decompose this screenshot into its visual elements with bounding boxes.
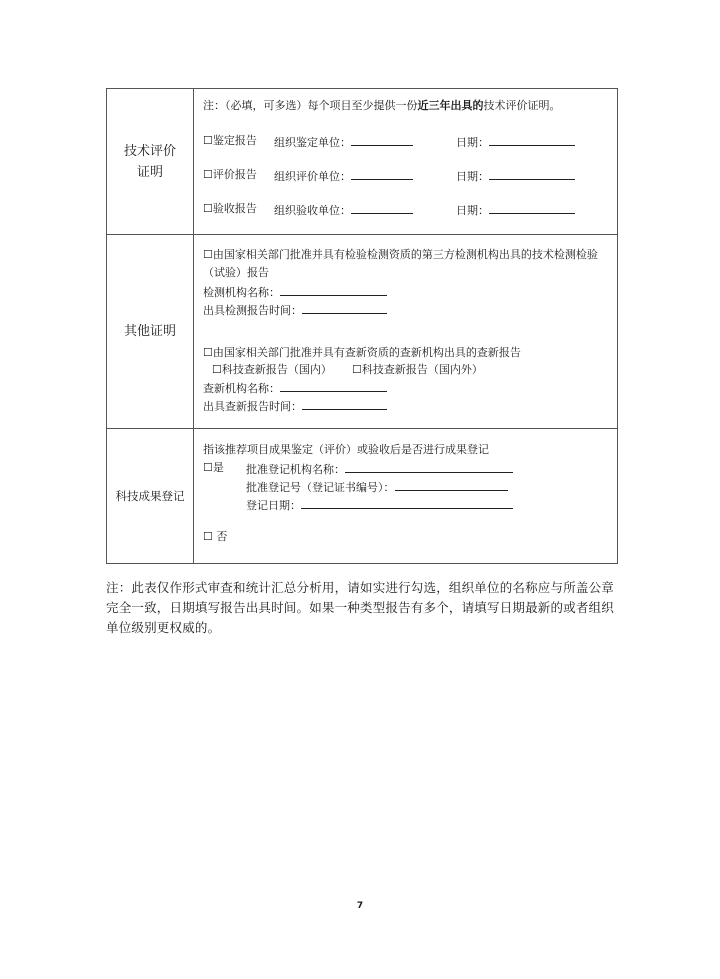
- appraisal-date-field[interactable]: [489, 133, 575, 146]
- acceptance-date-field[interactable]: [489, 201, 575, 214]
- test-report-checkbox[interactable]: ☐由国家相关部门批准并具有检验检测资质的第三方检测机构出具的技术检测检验: [203, 248, 598, 261]
- novelty-org-field[interactable]: [280, 379, 387, 392]
- registration-yes-checkbox[interactable]: ☐是: [203, 461, 224, 474]
- other-proof-content: ☐由国家相关部门批准并具有检验检测资质的第三方检测机构出具的技术检测检验 （试验）报告 检测机构名称： 出具检测报告时间： ☐由国家相关部门批准并具有查新资质的查新机构出具的查新报告 ☐科技查新报告（国内） ☐科技查新报告（国内外） 查新机构名称： 出具查新报告时间：: [194, 235, 618, 429]
- evaluation-date-field[interactable]: [489, 167, 575, 180]
- appraisal-checkbox[interactable]: ☐鉴定报告: [203, 134, 257, 147]
- tech-eval-item-acceptance: [203, 201, 257, 218]
- novelty-foreign-checkbox[interactable]: ☐科技查新报告（国内外）: [352, 363, 483, 376]
- registration-label: 科技成果登记: [107, 429, 194, 564]
- other-proof-row: [107, 235, 618, 429]
- page-number: 7: [356, 901, 364, 911]
- tech-eval-item-evaluation: [203, 167, 257, 184]
- registration-row: [107, 429, 618, 564]
- other-proof-label: 其他证明: [107, 235, 194, 429]
- tech-eval-item-appraisal: [203, 133, 257, 150]
- appraisal-unit-field[interactable]: [351, 133, 413, 146]
- tech-eval-row: [107, 89, 618, 235]
- tech-eval-label: 技术评价 证明: [107, 89, 194, 235]
- novelty-time-field[interactable]: [302, 397, 387, 410]
- evaluation-unit-field[interactable]: [351, 167, 413, 180]
- tech-eval-note: 注：（必填，可多选）每个项目至少提供一份近三年出具的技术评价证明。: [203, 99, 561, 112]
- registration-question: 指该推荐项目成果鉴定（评价）或验收后是否进行成果登记: [203, 443, 489, 456]
- registration-org-field[interactable]: [345, 460, 513, 473]
- evaluation-checkbox[interactable]: ☐评价报告: [203, 168, 257, 181]
- acceptance-checkbox[interactable]: ☐验收报告: [203, 202, 257, 215]
- novelty-domestic-checkbox[interactable]: ☐科技查新报告（国内）: [212, 363, 332, 376]
- novelty-report-checkbox[interactable]: ☐由国家相关部门批准并具有查新资质的查新机构出具的查新报告: [203, 346, 521, 359]
- registration-number-field[interactable]: [395, 478, 508, 491]
- footnote: 注：此表仅作形式审查和统计汇总分析用，请如实进行勾选，组织单位的名称应与所盖公章完全一致，日期填写报告出具时间。如果一种类型报告有多个，请填写日期最新的或者组织单位级别更权威的。: [106, 580, 615, 635]
- acceptance-unit-field[interactable]: [351, 201, 413, 214]
- registration-date-field[interactable]: [301, 496, 513, 509]
- evaluation-form-table: [106, 88, 618, 564]
- registration-content: 指该推荐项目成果鉴定（评价）或验收后是否进行成果登记 ☐是 批准登记机构名称： 批准登记号（登记证书编号）： 登记日期： ☐ 否: [194, 429, 618, 564]
- tech-eval-content: 注：（必填，可多选）每个项目至少提供一份近三年出具的技术评价证明。 ☐鉴定报告 组织鉴定单位： 日期： ☐评价报告 组织评价单位： 日期： ☐验收报告 组织验收单位： 日期：: [194, 89, 618, 235]
- test-time-field[interactable]: [302, 301, 387, 314]
- test-org-field[interactable]: [280, 283, 387, 296]
- registration-no-checkbox[interactable]: ☐ 否: [203, 530, 228, 543]
